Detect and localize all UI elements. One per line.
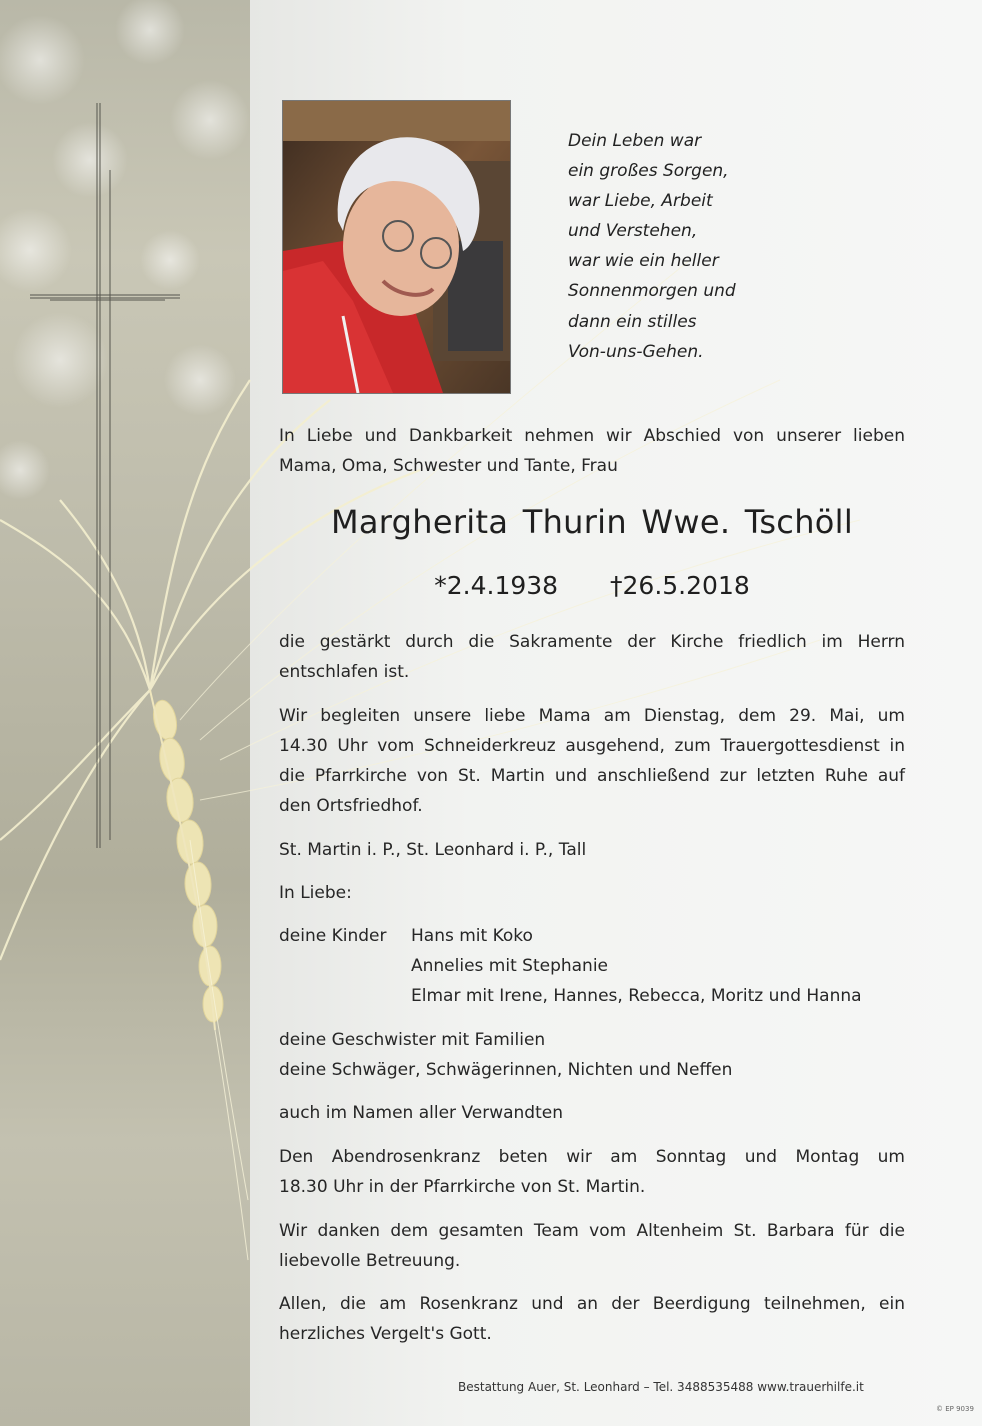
children-label: deine Kinder xyxy=(279,926,387,946)
in-love-line: In Liebe: xyxy=(279,883,352,903)
text-line: die gestärkt durch die Sakramente der Kirche friedlich im Herrn xyxy=(279,632,905,652)
sacrament-paragraph xyxy=(279,627,905,687)
poem-line: war wie ein heller xyxy=(568,251,719,272)
inlaws-line: deine Schwäger, Schwägerinnen, Nichten und Neffen xyxy=(279,1060,733,1080)
places-line: St. Martin i. P., St. Leonhard i. P., Tall xyxy=(279,840,587,860)
print-code: © EP 9039 xyxy=(936,1405,974,1413)
text-line: die Pfarrkirche von St. Martin und anschließend zur letzten Ruhe auf xyxy=(279,766,905,786)
poem-line: dann ein stilles xyxy=(568,311,697,332)
funeral-paragraph xyxy=(279,701,905,821)
list-item: Annelies mit Stephanie xyxy=(411,956,609,976)
death-date: †26.5.2018 xyxy=(610,571,750,600)
poem-line: Von-uns-Gehen. xyxy=(568,341,704,362)
text-line: entschlafen ist. xyxy=(279,662,410,682)
text-line: Wir danken dem gesamten Team vom Altenheim St. Barbara für die xyxy=(279,1221,905,1241)
text-line: liebevolle Betreuung. xyxy=(279,1251,461,1271)
thanks-paragraph xyxy=(279,1216,905,1276)
poem xyxy=(568,126,868,367)
poem-line: und Verstehen, xyxy=(568,221,698,242)
text-line: 18.30 Uhr in der Pfarrkirche von St. Martin. xyxy=(279,1177,646,1197)
text-line: In Liebe und Dankbarkeit nehmen wir Abschied von unserer lieben xyxy=(279,426,905,446)
list-item: Hans mit Koko xyxy=(411,926,533,946)
text-line: Den Abendrosenkranz beten wir am Sonntag und Montag um xyxy=(279,1147,905,1167)
intro-paragraph xyxy=(279,421,905,481)
list-item: Elmar mit Irene, Hannes, Rebecca, Moritz und Hanna xyxy=(411,986,862,1006)
funeral-home-footer: Bestattung Auer, St. Leonhard – Tel. 3488535488 www.trauerhilfe.it xyxy=(458,1380,864,1394)
children-list xyxy=(411,921,862,1011)
relatives-line: auch im Namen aller Verwandten xyxy=(279,1103,563,1123)
poem-line: Dein Leben war xyxy=(568,131,702,151)
siblings-line: deine Geschwister mit Familien xyxy=(279,1030,546,1050)
poem-line: war Liebe, Arbeit xyxy=(568,191,713,212)
deceased-name: Margherita Thurin Wwe. Tschöll xyxy=(330,503,854,541)
text-line: Mama, Oma, Schwester und Tante, Frau xyxy=(279,456,618,476)
birth-date: *2.4.1938 xyxy=(434,571,559,600)
text-line: Allen, die am Rosenkranz und an der Beerdigung teilnehmen, ein xyxy=(279,1294,905,1314)
poem-line: Sonnenmorgen und xyxy=(568,281,736,302)
rosary-paragraph xyxy=(279,1142,905,1202)
text-line: herzliches Vergelt's Gott. xyxy=(279,1324,492,1344)
bokeh-light-decoration xyxy=(0,0,250,1426)
text-line: Wir begleiten unsere liebe Mama am Dienstag, dem 29. Mai, um xyxy=(279,706,905,726)
life-dates xyxy=(279,571,905,600)
text-line: den Ortsfriedhof. xyxy=(279,796,423,816)
portrait-photo xyxy=(283,101,510,393)
poem-line: ein großes Sorgen, xyxy=(568,161,729,182)
closing-paragraph xyxy=(279,1289,905,1349)
text-line: 14.30 Uhr vom Schneiderkreuz ausgehend, zum Trauergottesdienst in xyxy=(279,736,905,756)
